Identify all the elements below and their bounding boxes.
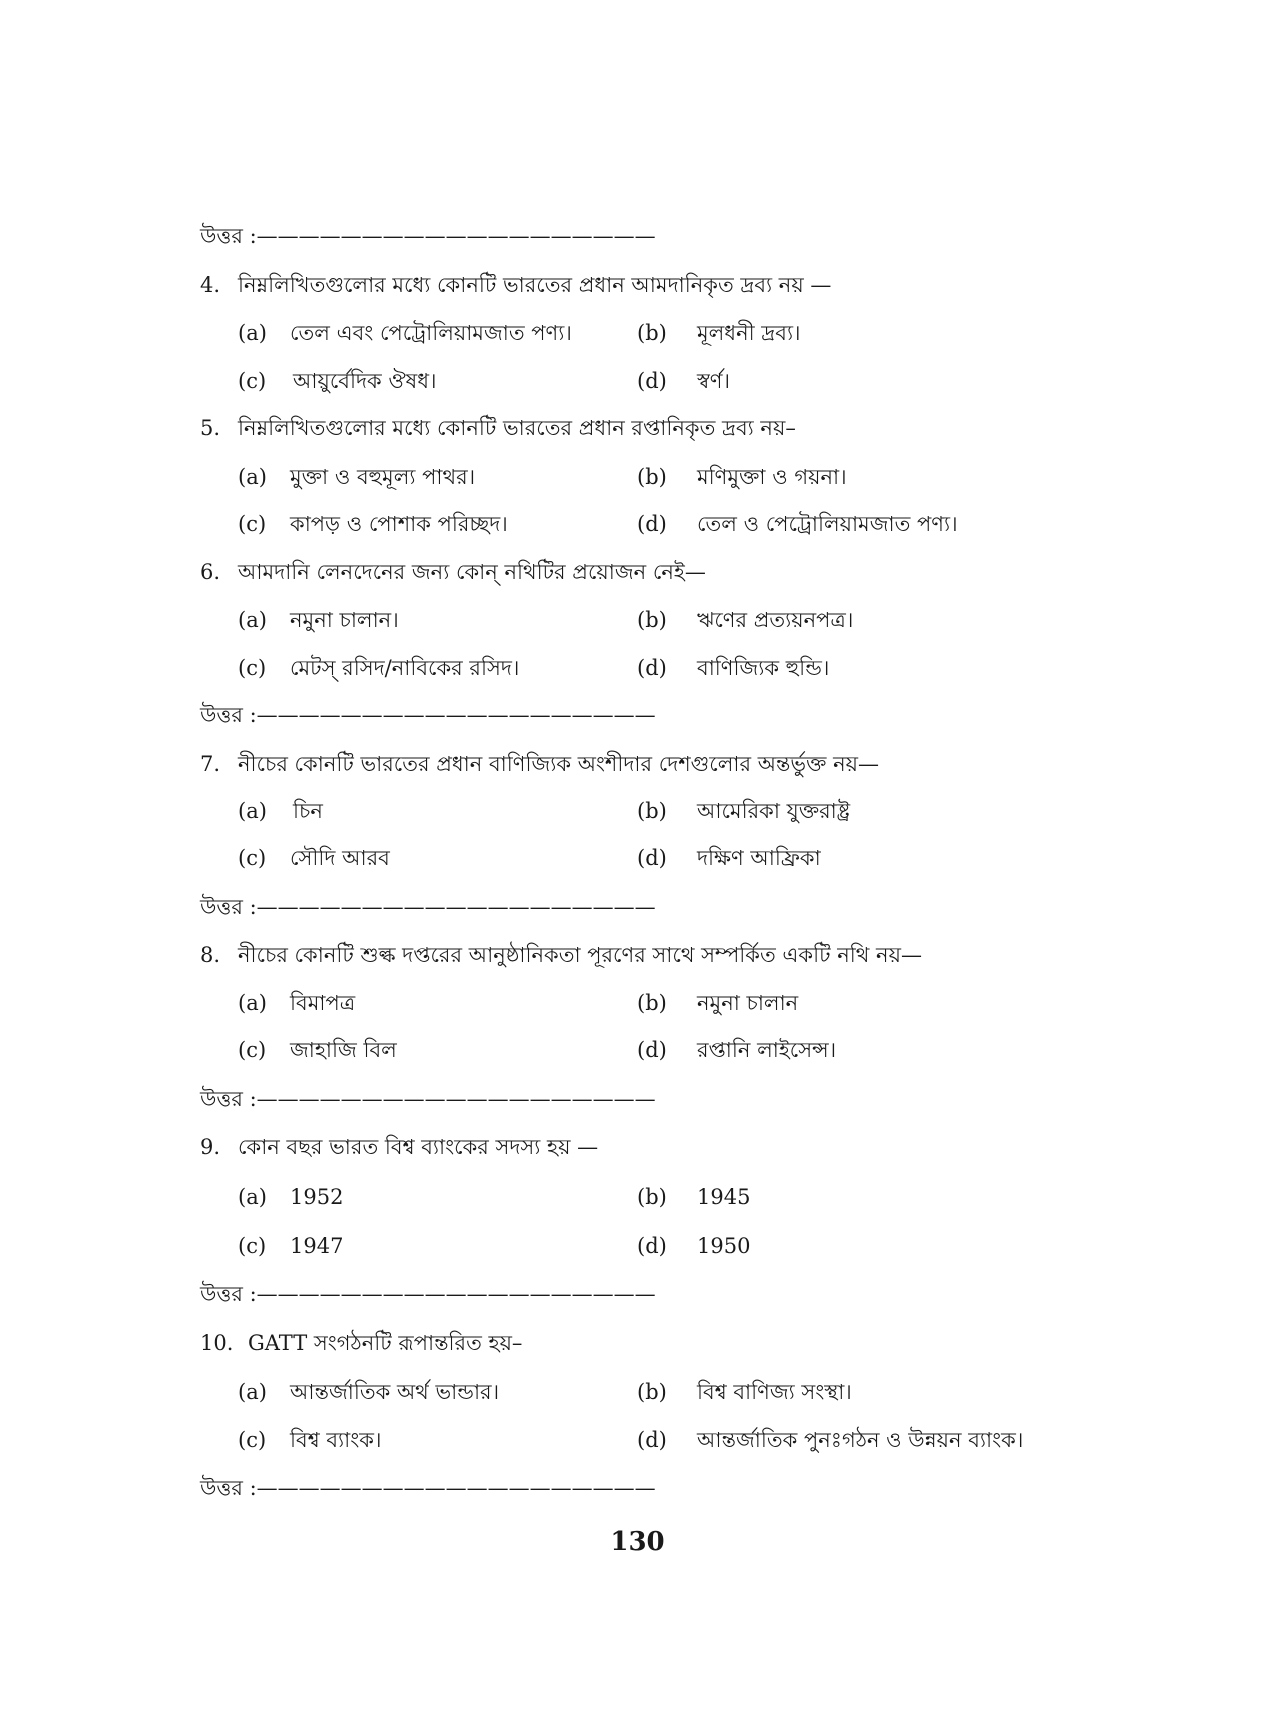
option-label: (a) bbox=[238, 465, 267, 489]
option-label: (d) bbox=[637, 656, 667, 680]
option-text: মণিমুক্তা ও গয়না। bbox=[697, 465, 847, 489]
option-label: (d) bbox=[637, 1428, 667, 1452]
option-label: (a) bbox=[238, 321, 267, 345]
option-text: কাপড় ও পোশাক পরিচ্ছদ। bbox=[290, 512, 508, 536]
option-text: তেল ও পেট্রোলিয়ামজাত পণ্য। bbox=[697, 512, 958, 536]
option-text: বিশ্ব ব্যাংক। bbox=[290, 1428, 382, 1452]
option-text: মেটস্ রসিদ/নাবিকের রসিদ। bbox=[290, 656, 520, 680]
answer-line: উত্তর :——————————————————— bbox=[200, 1087, 656, 1111]
question-text: নিম্নলিখিতগুলোর মধ্যে কোনটি ভারতের প্রধান আমদানিকৃত দ্রব্য নয় — bbox=[238, 273, 832, 297]
option-text: বিশ্ব বাণিজ্য সংস্থা। bbox=[697, 1380, 852, 1404]
option-label: (b) bbox=[637, 321, 667, 345]
option-label: (c) bbox=[238, 1234, 267, 1258]
option-label: (d) bbox=[637, 1038, 667, 1062]
option-label: (c) bbox=[238, 1038, 267, 1062]
option-label: (c) bbox=[238, 512, 267, 536]
option-text: জাহাজি বিল bbox=[290, 1038, 397, 1062]
page-number: 130 bbox=[610, 1527, 665, 1557]
option-label: (d) bbox=[637, 846, 667, 870]
option-text: মূলধনী দ্রব্য। bbox=[697, 321, 801, 345]
question-text: নীচের কোনটি ভারতের প্রধান বাণিজ্যিক অংশীদার দেশগুলোর অন্তর্ভুক্ত নয়— bbox=[238, 752, 879, 776]
option-label: (d) bbox=[637, 512, 667, 536]
question-text: নিম্নলিখিতগুলোর মধ্যে কোনটি ভারতের প্রধান রপ্তানিকৃত দ্রব্য নয়– bbox=[238, 416, 796, 440]
option-label: (a) bbox=[238, 1185, 267, 1209]
answer-line: উত্তর :——————————————————— bbox=[200, 1282, 656, 1306]
option-text: ঋণের প্রত্যয়নপত্র। bbox=[697, 608, 854, 632]
option-text: আন্তর্জাতিক অর্থ ভান্ডার। bbox=[290, 1380, 500, 1404]
option-text: 1952 bbox=[290, 1185, 344, 1209]
option-text: নমুনা চালান। bbox=[290, 608, 399, 632]
question-text: আমদানি লেনদেনের জন্য কোন্ নথিটির প্রয়োজন নেই— bbox=[238, 560, 706, 584]
option-text: আমেরিকা যুক্তরাষ্ট্র bbox=[697, 799, 851, 823]
option-label: (b) bbox=[637, 1185, 667, 1209]
option-text: চিন bbox=[293, 799, 323, 823]
answer-line: উত্তর :——————————————————— bbox=[200, 703, 656, 727]
question-text: GATT সংগঠনটি রূপান্তরিত হয়– bbox=[248, 1331, 523, 1355]
option-text: বিমাপত্র bbox=[290, 991, 356, 1015]
option-label: (b) bbox=[637, 1380, 667, 1404]
option-text: 1947 bbox=[290, 1234, 344, 1258]
option-label: (b) bbox=[637, 799, 667, 823]
option-text: সৌদি আরব bbox=[290, 846, 390, 870]
option-label: (d) bbox=[637, 369, 667, 393]
question-number: 5. bbox=[200, 416, 221, 440]
option-label: (b) bbox=[637, 465, 667, 489]
answer-line: উত্তর :——————————————————— bbox=[200, 895, 656, 919]
option-label: (b) bbox=[637, 608, 667, 632]
question-text: নীচের কোনটি শুল্ক দপ্তরের আনুষ্ঠানিকতা পূরণের সাথে সম্পর্কিত একটি নথি নয়— bbox=[238, 943, 922, 967]
option-label: (a) bbox=[238, 1380, 267, 1404]
question-number: 8. bbox=[200, 943, 221, 967]
option-text: আয়ুর্বেদিক ঔষধ। bbox=[293, 369, 437, 393]
option-label: (c) bbox=[238, 1428, 267, 1452]
option-text: 1945 bbox=[697, 1185, 751, 1209]
question-number: 6. bbox=[200, 560, 221, 584]
question-number: 4. bbox=[200, 273, 221, 297]
option-text: নমুনা চালান bbox=[697, 991, 799, 1015]
option-text: তেল এবং পেট্রোলিয়ামজাত পণ্য। bbox=[290, 321, 572, 345]
option-label: (d) bbox=[637, 1234, 667, 1258]
option-label: (c) bbox=[238, 846, 267, 870]
question-text: কোন বছর ভারত বিশ্ব ব্যাংকের সদস্য হয় — bbox=[238, 1135, 599, 1159]
option-label: (a) bbox=[238, 991, 267, 1015]
option-label: (c) bbox=[238, 369, 267, 393]
question-number: 10. bbox=[200, 1331, 234, 1355]
option-label: (c) bbox=[238, 656, 267, 680]
option-label: (a) bbox=[238, 799, 267, 823]
answer-line: উত্তর :——————————————————— bbox=[200, 224, 656, 248]
option-label: (a) bbox=[238, 608, 267, 632]
option-text: বাণিজ্যিক হুন্ডি। bbox=[697, 656, 830, 680]
answer-line: উত্তর :——————————————————— bbox=[200, 1476, 656, 1500]
option-text: রপ্তানি লাইসেন্স। bbox=[697, 1038, 837, 1062]
option-text: আন্তর্জাতিক পুনঃগঠন ও উন্নয়ন ব্যাংক। bbox=[697, 1428, 1024, 1452]
option-text: 1950 bbox=[697, 1234, 751, 1258]
option-text: দক্ষিণ আফ্রিকা bbox=[697, 846, 821, 870]
option-text: মুক্তা ও বহুমূল্য পাথর। bbox=[290, 465, 476, 489]
question-number: 9. bbox=[200, 1135, 221, 1159]
question-number: 7. bbox=[200, 752, 221, 776]
option-label: (b) bbox=[637, 991, 667, 1015]
option-text: স্বর্ণ। bbox=[697, 369, 730, 393]
